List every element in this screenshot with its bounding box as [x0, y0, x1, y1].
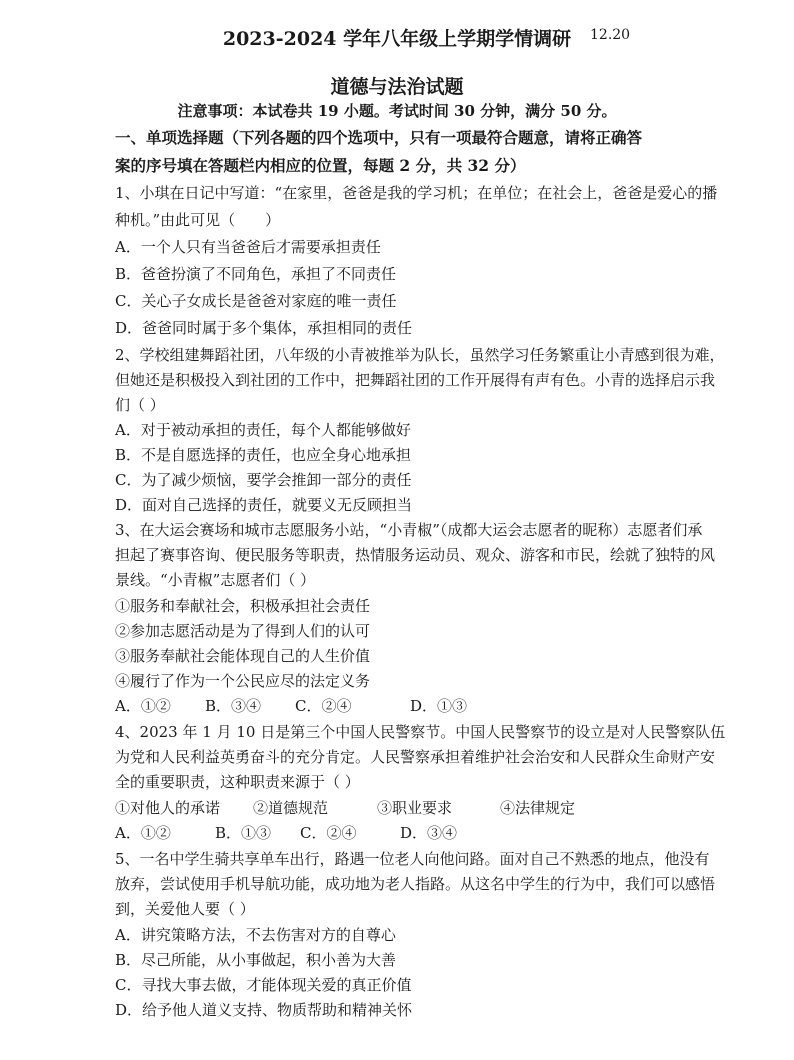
exam-date: 12.20: [590, 27, 631, 43]
q1-option-d: D．爸爸同时属于多个集体，承担相同的责任: [115, 319, 413, 337]
q5-stem-line2: 放弃，尝试使用手机导航功能，成功地为老人指路。从这名中学生的行为中，我们可以感悟: [115, 875, 716, 893]
q1-option-a: A．一个人只有当爸爸后才需要承担责任: [115, 238, 381, 256]
q3-option-b: B．③④: [205, 697, 262, 715]
q5-stem-line1: 5、一名中学生骑共享单车出行，路遇一位老人向他问路。面对自己不熟悉的地点，他没有: [115, 850, 710, 868]
q3-item-2: ②参加志愿活动是为了得到人们的认可: [115, 622, 371, 640]
q3-item-3: ③服务奉献社会能体现自己的人生价值: [115, 647, 371, 665]
q4-option-c: C．②④: [300, 824, 357, 842]
q2-stem-line2: 但她还是积极投入到社团的工作中，把舞蹈社团的工作开展得有声有色。小青的选择启示我: [115, 371, 716, 389]
q2-option-c: C．为了减少烦恼，要学会推卸一部分的责任: [115, 471, 412, 489]
q4-item-1: ①对他人的承诺: [115, 799, 221, 817]
q3-stem-line3: 景线。“小青椒”志愿者们（ ）: [115, 571, 316, 589]
exam-subtitle: 道德与法治试题: [330, 76, 464, 98]
q5-stem-line3: 到，关爱他人要（ ）: [115, 900, 255, 918]
q4-option-a: A．①②: [115, 824, 171, 842]
q2-stem-line1: 2、学校组建舞蹈社团，八年级的小青被推举为队长，虽然学习任务繁重让小青感到很为难，: [115, 346, 725, 364]
section-heading-line2: 案的序号填在答题栏内相应的位置，每题 2 分，共 32 分）: [115, 156, 526, 175]
q4-stem-line1: 4、2023 年 1 月 10 日是第三个中国人民警察节。中国人民警察节的设立是对人民警察队伍: [115, 723, 726, 741]
q2-option-d: D．面对自己选择的责任，就要义无反顾担当: [115, 496, 413, 514]
q1-option-b: B．爸爸扮演了不同角色，承担了不同责任: [115, 265, 397, 283]
exam-title: [0, 24, 794, 51]
q3-stem-line2: 担起了赛事咨询、便民服务等职责，热情服务运动员、观众、游客和市民，绘就了独特的风: [115, 546, 716, 564]
q4-option-d: D．③④: [400, 824, 458, 842]
q4-item-3: ③职业要求: [377, 799, 453, 817]
q3-item-1: ①服务和奉献社会，积极承担社会责任: [115, 597, 371, 615]
q2-option-a: A．对于被动承担的责任，每个人都能够做好: [115, 421, 411, 439]
q2-stem-line3: 们（ ）: [115, 396, 165, 414]
q3-option-d: D．①③: [410, 697, 468, 715]
q5-option-a: A．讲究策略方法，不去伤害对方的自尊心: [115, 926, 396, 944]
q4-item-2: ②道德规范: [253, 799, 329, 817]
q4-stem-line2: 为党和人民利益英勇奋斗的充分肯定。人民警察承担着维护社会治安和人民群众生命财产安: [115, 748, 716, 766]
section-heading-line1: 一、单项选择题（下列各题的四个选项中，只有一项最符合题意，请将正确答: [115, 128, 643, 147]
exam-title-text: 2023-2024 学年八年级上学期学情调研: [222, 28, 572, 50]
q4-stem-line3: 全的重要职责，这种职责来源于（ ）: [115, 773, 360, 791]
q3-item-4: ④履行了作为一个公民应尽的法定义务: [115, 672, 371, 690]
q4-option-b: B．①③: [215, 824, 272, 842]
q5-option-d: D．给予他人道义支持、物质帮助和精神关怀: [115, 1001, 413, 1019]
exam-notice: 注意事项：本试卷共 19 小题。考试时间 30 分钟，满分 50 分。: [177, 102, 617, 120]
q5-option-b: B．尽己所能，从小事做起，积小善为大善: [115, 951, 397, 969]
q3-option-a: A．①②: [115, 697, 171, 715]
q2-option-b: B．不是自愿选择的责任，也应全身心地承担: [115, 446, 412, 464]
q4-item-4: ④法律规定: [500, 799, 576, 817]
q1-stem-line1: 1、小琪在日记中写道：“在家里，爸爸是我的学习机；在单位；在社会上，爸爸是爱心的播: [115, 184, 718, 202]
q3-option-c: C．②④: [295, 697, 352, 715]
q1-stem-line2: 种机。”由此可见（ ）: [115, 211, 281, 229]
q5-option-c: C．寻找大事去做，才能体现关爱的真正价值: [115, 976, 412, 994]
q1-option-c: C．关心子女成长是爸爸对家庭的唯一责任: [115, 292, 397, 310]
q3-stem-line1: 3、在大运会赛场和城市志愿服务小站，“小青椒”（成都大运会志愿者的昵称）志愿者们承: [115, 521, 703, 539]
